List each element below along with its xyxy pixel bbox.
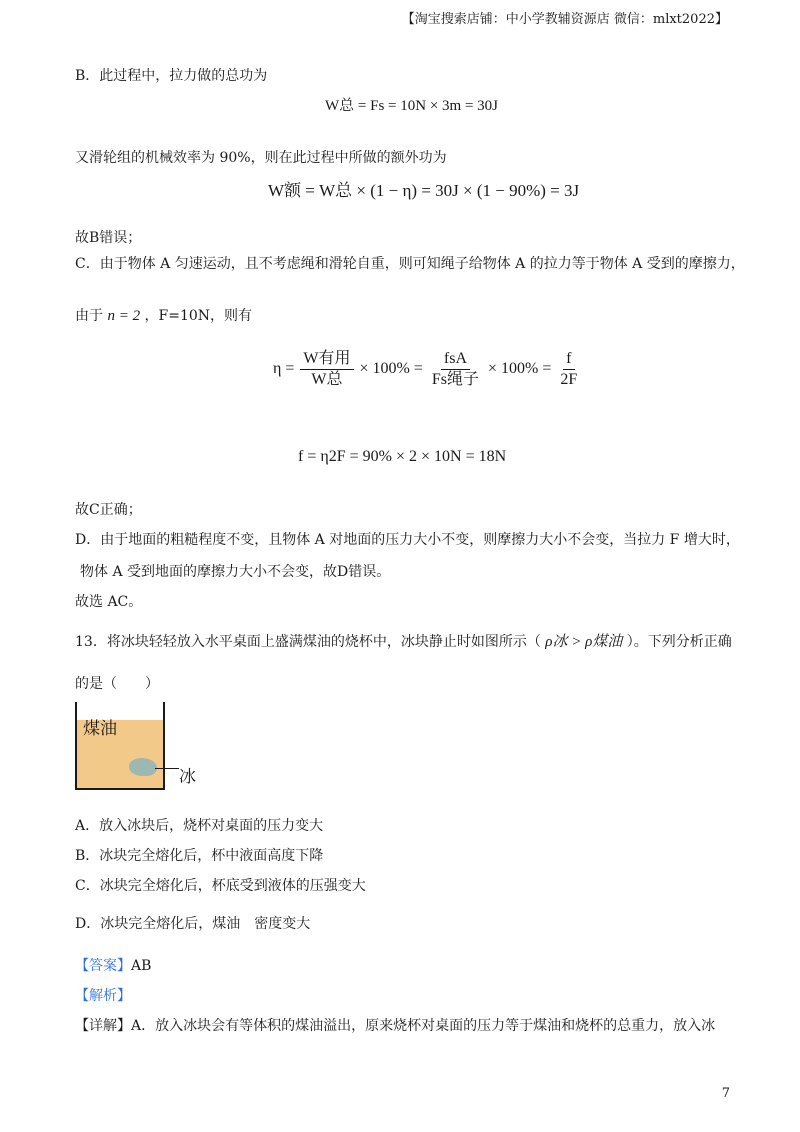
page-number: 7	[721, 1086, 730, 1101]
fraction-fs	[429, 350, 482, 389]
answer-value: AB	[131, 958, 152, 974]
eta-mid-2: × 100% =	[488, 360, 552, 378]
friction-equation: f = η2F = 90% × 2 × 10N = 18N	[298, 448, 507, 465]
final-choice: 故选 AC。	[75, 594, 143, 610]
ice-block	[129, 758, 157, 776]
efficiency-equation	[273, 350, 582, 389]
detail-text: 【详解】A．放入冰块会有等体积的煤油溢出，原来烧杯对桌面的压力等于煤油和烧杯的总重力，放入冰	[75, 1018, 716, 1034]
b-conclusion: 故B错误；	[75, 230, 142, 246]
c-text-1: C．由于物体 A 匀速运动，且不考虑绳和滑轮自重，则可知绳子给物体 A 的拉力等于物体 A 受到的摩擦力，	[75, 256, 745, 272]
eta-lhs: η =	[273, 360, 295, 378]
q13-option-d: D．冰块完全熔化后，煤油 密度变大	[75, 916, 311, 932]
d-text-2: 物体 A 受到地面的摩擦力大小不会变，故D错误。	[80, 564, 391, 580]
fraction-f-2f	[557, 350, 580, 389]
c-text-2-a: 由于	[75, 308, 103, 324]
q13-option-a: A．放入冰块后，烧杯对桌面的压力变大	[75, 818, 324, 834]
b-intro: B．此过程中，拉力做的总功为	[75, 68, 268, 84]
c-conclusion: 故C正确；	[75, 502, 142, 518]
fraction-denominator: 2F	[560, 371, 578, 388]
fraction-numerator: W有用	[300, 350, 353, 370]
q13-stem-1	[75, 632, 732, 652]
c-n-value: n = 2	[107, 308, 141, 324]
ice-label: 冰	[179, 767, 196, 787]
page-header: 【淘宝搜索店铺：中小学教辅资源店 微信：mlxt2022】	[401, 12, 728, 27]
d-text-1: D．由于地面的粗糙程度不变，且物体 A 对地面的压力大小不变，则摩擦力大小不会变，当拉力 F 增大时，	[75, 532, 740, 548]
q13-stem-2: 的是（ ）	[75, 676, 159, 692]
q13-stem-start: 13．将冰块轻轻放入水平桌面上盛满煤油的烧杯中，冰块静止时如图所示（	[75, 634, 541, 650]
q13-density-condition: ρ冰 > ρ煤油	[545, 634, 623, 650]
fraction-numerator: f	[563, 350, 574, 370]
fraction-denominator: Fs绳子	[431, 371, 480, 388]
eta-mid: × 100% =	[359, 360, 423, 378]
q13-option-b: B．冰块完全熔化后，杯中液面高度下降	[75, 848, 324, 864]
answer-line	[75, 956, 151, 976]
ice-pointer-line	[155, 768, 179, 769]
c-text-2-b: ，F=10N，则有	[144, 308, 253, 324]
answer-tag: 【答案】	[75, 958, 131, 974]
b-text-2: 又滑轮组的机械效率为 90%，则在此过程中所做的额外功为	[75, 150, 447, 166]
fraction-denominator: W总	[311, 371, 343, 388]
q13-stem-end: ）。下列分析正确	[626, 634, 732, 650]
fraction-useful-total	[300, 350, 353, 389]
analysis-tag: 【解析】	[75, 988, 131, 1004]
c-text-2	[75, 306, 252, 326]
kerosene-label: 煤油	[83, 719, 117, 739]
b-equation-2: W额 = W总 × (1 − η) = 30J × (1 − 90%) = 3J	[268, 181, 580, 200]
fraction-numerator: fsA	[441, 350, 470, 370]
b-equation-1: W总 = Fs = 10N × 3m = 30J	[325, 98, 499, 114]
q13-option-c: C．冰块完全熔化后，杯底受到液体的压强变大	[75, 878, 366, 894]
beaker-figure	[75, 702, 165, 790]
